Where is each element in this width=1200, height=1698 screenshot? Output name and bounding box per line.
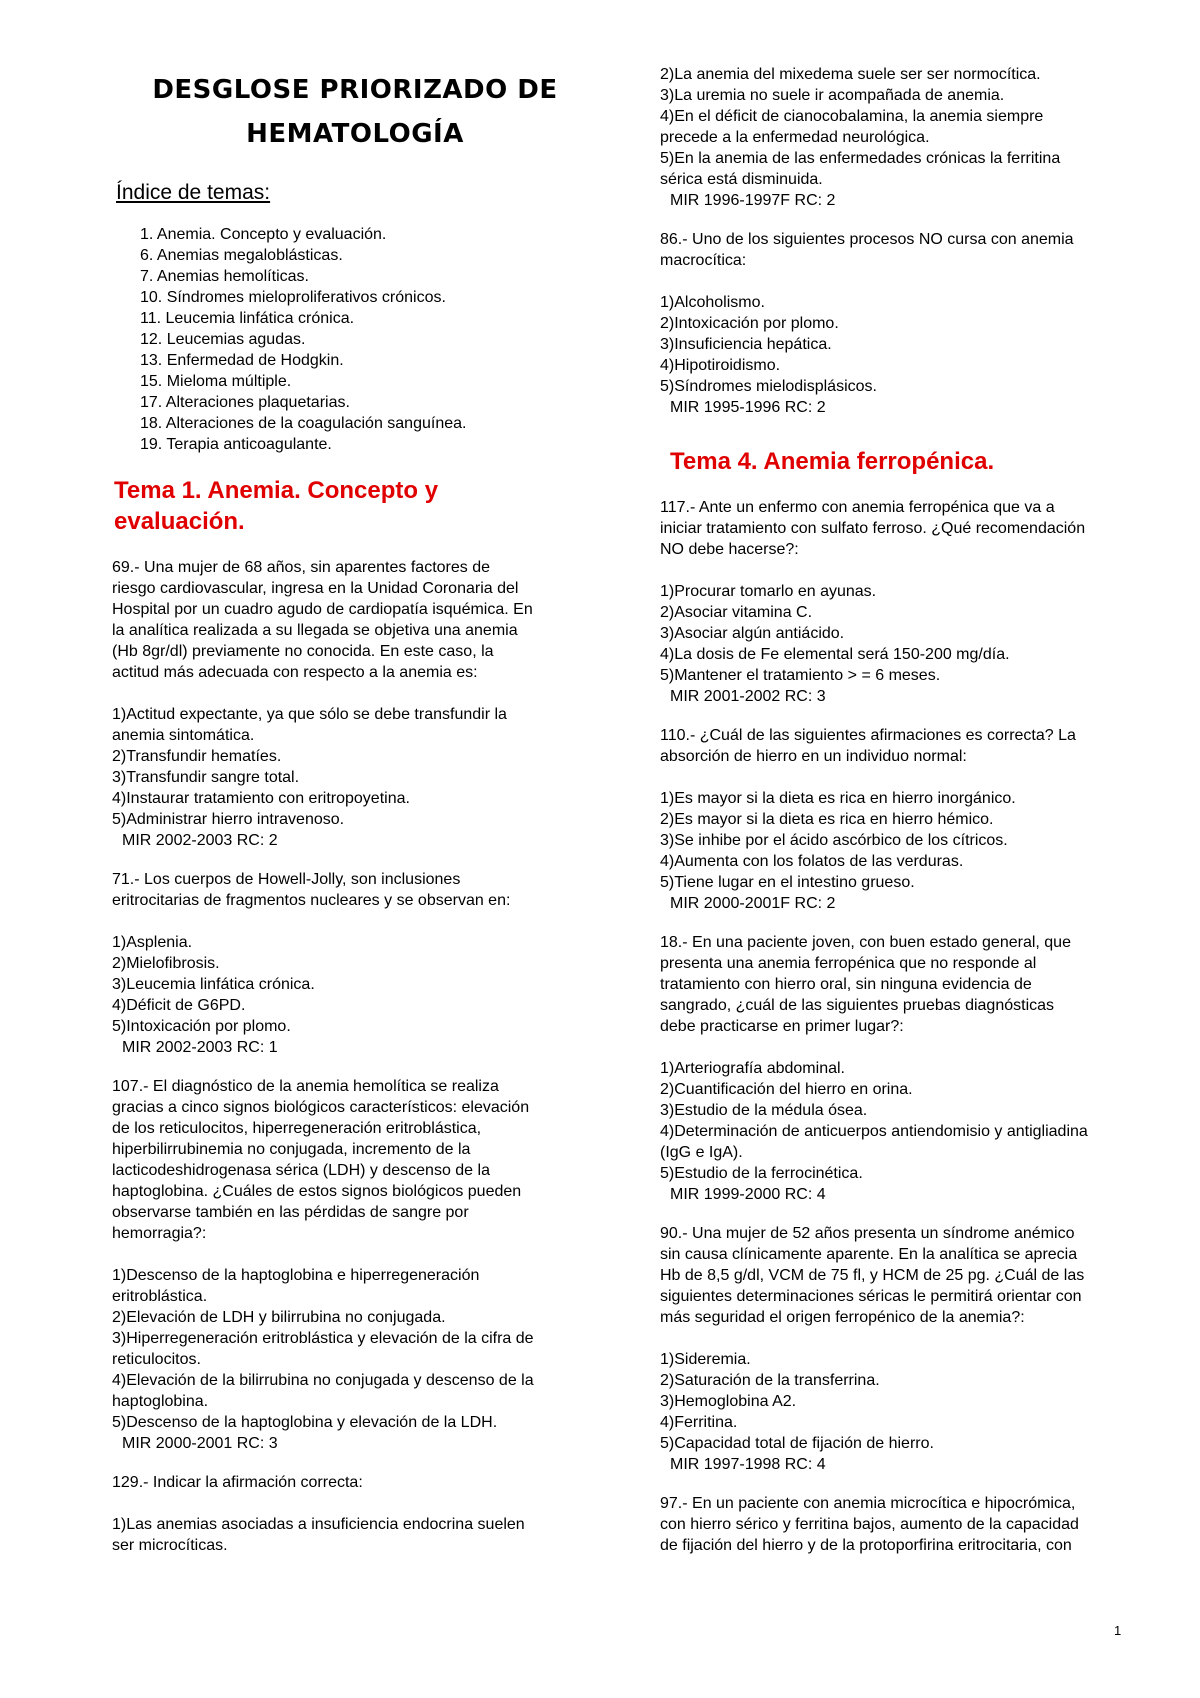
text-line: 117.- Ante un enfermo con anemia ferropénica que va a [660, 499, 1055, 516]
answer-option: 2)Saturación de la transferrina. [660, 1372, 880, 1389]
answer-options [660, 1349, 1156, 1454]
answer-option: 2)Cuantificación del hierro en orina. [660, 1081, 913, 1098]
answer-option: (IgG e IgA). [660, 1144, 743, 1161]
question-97 [660, 1493, 1156, 1556]
answer-option: 5)Intoxicación por plomo. [112, 1018, 291, 1035]
question-69 [112, 557, 598, 851]
text-line: NO debe hacerse?: [660, 541, 799, 558]
exam-reference: MIR 2000-2001 RC: 3 [122, 1435, 278, 1452]
text-line: más seguridad el origen ferropénico de la anemia?: [660, 1309, 1025, 1326]
answer-option: 5)Administrar hierro intravenoso. [112, 811, 345, 828]
text-line: 71.- Los cuerpos de Howell-Jolly, son inclusiones [112, 871, 461, 888]
answer-option: 3)Se inhibe por el ácido ascórbico de los cítricos. [660, 832, 1008, 849]
exam-reference: MIR 2002-2003 RC: 1 [122, 1039, 278, 1056]
index-item: 7. Anemias hemolíticas. [140, 268, 309, 285]
answer-options [660, 788, 1156, 893]
index-item: 1. Anemia. Concepto y evaluación. [140, 226, 387, 243]
text-line: eritrocitarias de fragmentos nucleares y se observan en: [112, 892, 511, 909]
question-text [112, 1076, 598, 1244]
answer-option: 3)La uremia no suele ir acompañada de anemia. [660, 87, 1005, 104]
exam-reference: MIR 2000-2001F RC: 2 [670, 895, 836, 912]
text-line: de fijación del hierro y de la protoporfirina eritrocitaria, con [660, 1537, 1072, 1554]
answer-option: 4)Aumenta con los folatos de las verduras. [660, 853, 964, 870]
section-heading-tema-1 [114, 475, 598, 537]
answer-options [112, 1265, 598, 1433]
answer-option: 5)En la anemia de las enfermedades crónicas la ferritina [660, 150, 1061, 167]
answer-option: 4)En el déficit de cianocobalamina, la anemia siempre [660, 108, 1044, 125]
answer-option: 4)Hipotiroidismo. [660, 357, 781, 374]
answer-option: anemia sintomática. [112, 727, 255, 744]
index-item: 11. Leucemia linfática crónica. [140, 310, 355, 327]
answer-option: eritroblástica. [112, 1288, 208, 1305]
text-line: Hb de 8,5 g/dl, VCM de 75 fl, y HCM de 25 pg. ¿Cuál de las [660, 1267, 1085, 1284]
text-line: iniciar tratamiento con sulfato ferroso. ¿Qué recomendación [660, 520, 1086, 537]
title-line-2: HEMATOLOGÍA [246, 119, 464, 149]
question-text [660, 229, 1156, 271]
answer-option: 3)Hiperregeneración eritroblástica y elevación de la cifra de [112, 1330, 534, 1347]
text-line: con hierro sérico y ferritina bajos, aumento de la capacidad [660, 1516, 1079, 1533]
index-heading: Índice de temas: [116, 181, 271, 204]
exam-reference: MIR 2002-2003 RC: 2 [122, 832, 278, 849]
text-line: lacticodeshidrogenasa sérica (LDH) y descenso de la [112, 1162, 490, 1179]
text-line: 110.- ¿Cuál de las siguientes afirmaciones es correcta? La [660, 727, 1076, 744]
question-86 [660, 229, 1156, 418]
document-title [112, 68, 598, 156]
question-129-continued [660, 64, 1156, 211]
answer-options [112, 932, 598, 1037]
text-line: absorción de hierro en un individuo normal: [660, 748, 967, 765]
text-line: 129.- Indicar la afirmación correcta: [112, 1474, 363, 1491]
tema-1-line-2: evaluación. [114, 508, 245, 535]
answer-option: 1)Sideremia. [660, 1351, 751, 1368]
answer-option: 3)Insuficiencia hepática. [660, 336, 832, 353]
text-line: siguientes determinaciones séricas le permitirá orientar con [660, 1288, 1082, 1305]
question-text [112, 557, 598, 683]
text-line: presenta una anemia ferropénica que no responde al [660, 955, 1037, 972]
answer-options [112, 704, 598, 830]
text-line: hiperbilirrubinemia no conjugada, incremento de la [112, 1141, 471, 1158]
answer-option: 3)Asociar algún antiácido. [660, 625, 845, 642]
text-line: sin causa clínicamente aparente. En la analítica se aprecia [660, 1246, 1078, 1263]
answer-option: 2)Transfundir hematíes. [112, 748, 282, 765]
page-number: 1 [1114, 1623, 1122, 1638]
text-line: observarse también en las pérdidas de sangre por [112, 1204, 469, 1221]
answer-option: 4)Instaurar tratamiento con eritropoyetina. [112, 790, 410, 807]
answer-option: 1)Procurar tomarlo en ayunas. [660, 583, 877, 600]
answer-option: 2)Es mayor si la dieta es rica en hierro hémico. [660, 811, 994, 828]
question-text [660, 497, 1156, 560]
text-line: actitud más adecuada con respecto a la anemia es: [112, 664, 478, 681]
question-71 [112, 869, 598, 1058]
answer-option: 4)Déficit de G6PD. [112, 997, 246, 1014]
question-107 [112, 1076, 598, 1454]
exam-reference: MIR 1999-2000 RC: 4 [670, 1186, 826, 1203]
answer-option: 3)Estudio de la médula ósea. [660, 1102, 868, 1119]
exam-reference: MIR 2001-2002 RC: 3 [670, 688, 826, 705]
question-text [660, 1223, 1156, 1328]
answer-option: 5)Tiene lugar en el intestino grueso. [660, 874, 915, 891]
section-heading-tema-4: Tema 4. Anemia ferropénica. [670, 448, 995, 475]
text-line: Hospital por un cuadro agudo de cardiopatía isquémica. En [112, 601, 533, 618]
text-line: 86.- Uno de los siguientes procesos NO cursa con anemia [660, 231, 1074, 248]
question-129 [112, 1472, 598, 1556]
answer-option: 5)Estudio de la ferrocinética. [660, 1165, 863, 1182]
question-text [112, 869, 598, 911]
question-110 [660, 725, 1156, 914]
text-line: riesgo cardiovascular, ingresa en la Unidad Coronaria del [112, 580, 519, 597]
text-line: (Hb 8gr/dl) previamente no conocida. En este caso, la [112, 643, 494, 660]
text-line: 18.- En una paciente joven, con buen estado general, que [660, 934, 1071, 951]
answer-option: 1)Es mayor si la dieta es rica en hierro inorgánico. [660, 790, 1016, 807]
answer-option: 4)La dosis de Fe elemental será 150-200 mg/día. [660, 646, 1010, 663]
answer-option: ser microcíticas. [112, 1537, 228, 1554]
answer-option: reticulocitos. [112, 1351, 201, 1368]
text-line: haptoglobina. ¿Cuáles de estos signos biológicos pueden [112, 1183, 522, 1200]
text-line: la analítica realizada a su llegada se objetiva una anemia [112, 622, 518, 639]
text-line: gracias a cinco signos biológicos característicos: elevación [112, 1099, 530, 1116]
question-text [660, 725, 1156, 767]
index-item: 12. Leucemias agudas. [140, 331, 306, 348]
exam-reference: MIR 1997-1998 RC: 4 [670, 1456, 826, 1473]
text-line: macrocítica: [660, 252, 747, 269]
question-text [112, 1472, 598, 1493]
question-text [660, 1493, 1156, 1556]
index-item: 18. Alteraciones de la coagulación sanguínea. [140, 415, 467, 432]
answer-option: 1)Arteriografía abdominal. [660, 1060, 845, 1077]
question-text [660, 932, 1156, 1037]
question-117 [660, 497, 1156, 707]
answer-option: 1)Las anemias asociadas a insuficiencia endocrina suelen [112, 1516, 525, 1533]
answer-option: haptoglobina. [112, 1393, 209, 1410]
index-list [140, 224, 598, 455]
answer-option: 1)Asplenia. [112, 934, 193, 951]
index-item: 13. Enfermedad de Hodgkin. [140, 352, 344, 369]
text-line: 107.- El diagnóstico de la anemia hemolítica se realiza [112, 1078, 499, 1095]
tema-1-line-1: Tema 1. Anemia. Concepto y [114, 477, 439, 504]
index-item: 15. Mieloma múltiple. [140, 373, 292, 390]
text-line: sangrado, ¿cuál de las siguientes pruebas diagnósticas [660, 997, 1055, 1014]
answer-option: 2)La anemia del mixedema suele ser ser normocítica. [660, 66, 1041, 83]
exam-reference: MIR 1995-1996 RC: 2 [670, 399, 826, 416]
answer-option: 3)Hemoglobina A2. [660, 1393, 797, 1410]
text-line: 90.- Una mujer de 52 años presenta un síndrome anémico [660, 1225, 1075, 1242]
answer-option: sérica está disminuida. [660, 171, 823, 188]
answer-option: 3)Transfundir sangre total. [112, 769, 300, 786]
answer-option: 4)Ferritina. [660, 1414, 738, 1431]
answer-option: 1)Descenso de la haptoglobina e hiperregeneración [112, 1267, 480, 1284]
answer-option: 1)Actitud expectante, ya que sólo se debe transfundir la [112, 706, 507, 723]
answer-option: 2)Elevación de LDH y bilirrubina no conjugada. [112, 1309, 446, 1326]
text-line: 97.- En un paciente con anemia microcítica e hipocrómica, [660, 1495, 1076, 1512]
exam-reference: MIR 1996-1997F RC: 2 [670, 192, 836, 209]
answer-option: 3)Leucemia linfática crónica. [112, 976, 315, 993]
answer-option: 1)Alcoholismo. [660, 294, 765, 311]
answer-option: 5)Mantener el tratamiento > = 6 meses. [660, 667, 941, 684]
text-line: debe practicarse en primer lugar?: [660, 1018, 904, 1035]
index-item: 10. Síndromes mieloproliferativos crónicos. [140, 289, 446, 306]
answer-options [660, 292, 1156, 397]
text-line: de los reticulocitos, hiperregeneración eritroblástica, [112, 1120, 482, 1137]
answer-options [660, 1058, 1156, 1184]
answer-options [112, 1514, 598, 1556]
text-line: hemorragia?: [112, 1225, 207, 1242]
answer-option: precede a la enfermedad neurológica. [660, 129, 930, 146]
left-column [112, 0, 598, 1556]
text-line: 69.- Una mujer de 68 años, sin aparentes factores de [112, 559, 490, 576]
answer-option: 5)Capacidad total de fijación de hierro. [660, 1435, 934, 1452]
answer-option: 2)Asociar vitamina C. [660, 604, 813, 621]
question-18 [660, 932, 1156, 1205]
answer-option: 5)Descenso de la haptoglobina y elevación de la LDH. [112, 1414, 498, 1431]
index-item: 19. Terapia anticoagulante. [140, 436, 332, 453]
answer-option: 2)Mielofibrosis. [112, 955, 220, 972]
title-line-1: DESGLOSE PRIORIZADO DE [152, 75, 558, 105]
answer-option: 4)Determinación de anticuerpos antiendomisio y antigliadina [660, 1123, 1088, 1140]
text-line: tratamiento con hierro oral, sin ninguna evidencia de [660, 976, 1032, 993]
answer-options [660, 581, 1156, 686]
right-column [660, 0, 1156, 1556]
answer-option: 5)Síndromes mielodisplásicos. [660, 378, 877, 395]
question-90 [660, 1223, 1156, 1475]
index-item: 6. Anemias megaloblásticas. [140, 247, 343, 264]
index-item: 17. Alteraciones plaquetarias. [140, 394, 350, 411]
answer-option: 2)Intoxicación por plomo. [660, 315, 839, 332]
answer-option: 4)Elevación de la bilirrubina no conjugada y descenso de la [112, 1372, 534, 1389]
